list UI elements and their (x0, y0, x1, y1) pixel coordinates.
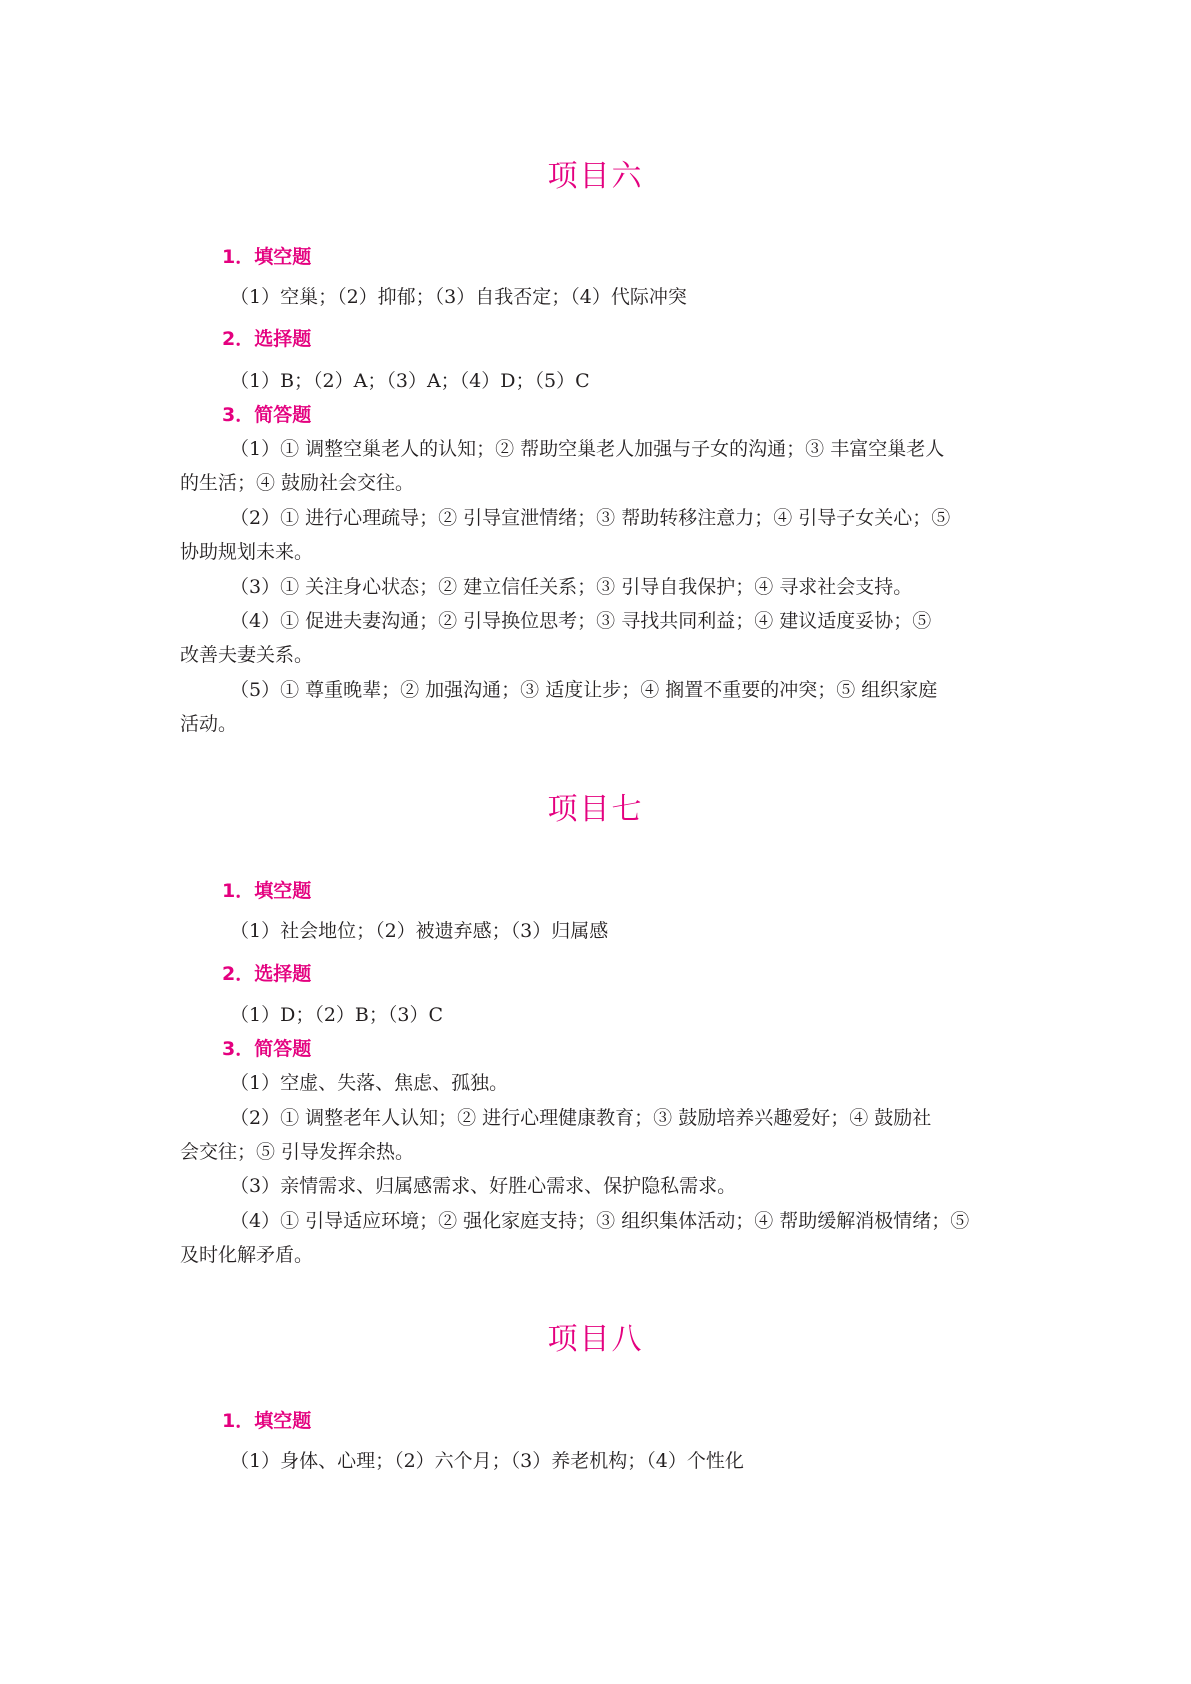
answer-line: （1）身体、心理；（2）六个月；（3）养老机构；（4）个性化 (230, 1450, 744, 1472)
answer-line: （2）① 调整老年人认知；② 进行心理健康教育；③ 鼓励培养兴趣爱好；④ 鼓励社 (230, 1107, 932, 1129)
answer-line: （5）① 尊重晚辈；② 加强沟通；③ 适度让步；④ 搁置不重要的冲突；⑤ 组织家庭 (230, 679, 938, 701)
subheading-choice: 2．选择题 (222, 328, 312, 350)
subheading-short-answer: 3．简答题 (222, 1038, 312, 1060)
answer-line: （4）① 促进夫妻沟通；② 引导换位思考；③ 寻找共同利益；④ 建议适度妥协；⑤ (230, 610, 932, 632)
answer-line: （1）B；（2）A；（3）A；（4）D；（5）C (230, 370, 590, 392)
subheading-fill-blank: 1．填空题 (222, 1410, 312, 1432)
answer-line: （1）空虚、失落、焦虑、孤独。 (230, 1072, 509, 1094)
subheading-fill-blank: 1．填空题 (222, 880, 312, 902)
subheading-choice: 2．选择题 (222, 963, 312, 985)
section-title: 项目七 (547, 792, 644, 827)
answer-line: （1）社会地位；（2）被遗弃感；（3）归属感 (230, 920, 609, 942)
answer-line: 及时化解矛盾。 (180, 1244, 314, 1266)
answer-line: 协助规划未来。 (180, 541, 314, 563)
answer-line: 改善夫妻关系。 (180, 644, 314, 666)
answer-line: （3）① 关注身心状态；② 建立信任关系；③ 引导自我保护；④ 寻求社会支持。 (230, 576, 913, 598)
section-title: 项目八 (547, 1322, 644, 1357)
answer-line: （3）亲情需求、归属感需求、好胜心需求、保护隐私需求。 (230, 1175, 737, 1197)
answer-line: 的生活；④ 鼓励社会交往。 (180, 472, 415, 494)
section-title: 项目六 (547, 159, 644, 194)
answer-line: 会交往；⑤ 引导发挥余热。 (180, 1141, 415, 1163)
answer-line: （1）① 调整空巢老人的认知；② 帮助空巢老人加强与子女的沟通；③ 丰富空巢老人 (230, 438, 945, 460)
answer-line: 活动。 (180, 713, 238, 735)
answer-line: （2）① 进行心理疏导；② 引导宣泄情绪；③ 帮助转移注意力；④ 引导子女关心；⑤ (230, 507, 951, 529)
answer-line: （4）① 引导适应环境；② 强化家庭支持；③ 组织集体活动；④ 帮助缓解消极情绪；⑤ (230, 1210, 970, 1232)
answer-line: （1）D；（2）B；（3）C (230, 1004, 443, 1026)
subheading-fill-blank: 1．填空题 (222, 246, 312, 268)
answer-line: （1）空巢；（2）抑郁；（3）自我否定；（4）代际冲突 (230, 286, 687, 308)
subheading-short-answer: 3．简答题 (222, 404, 312, 426)
